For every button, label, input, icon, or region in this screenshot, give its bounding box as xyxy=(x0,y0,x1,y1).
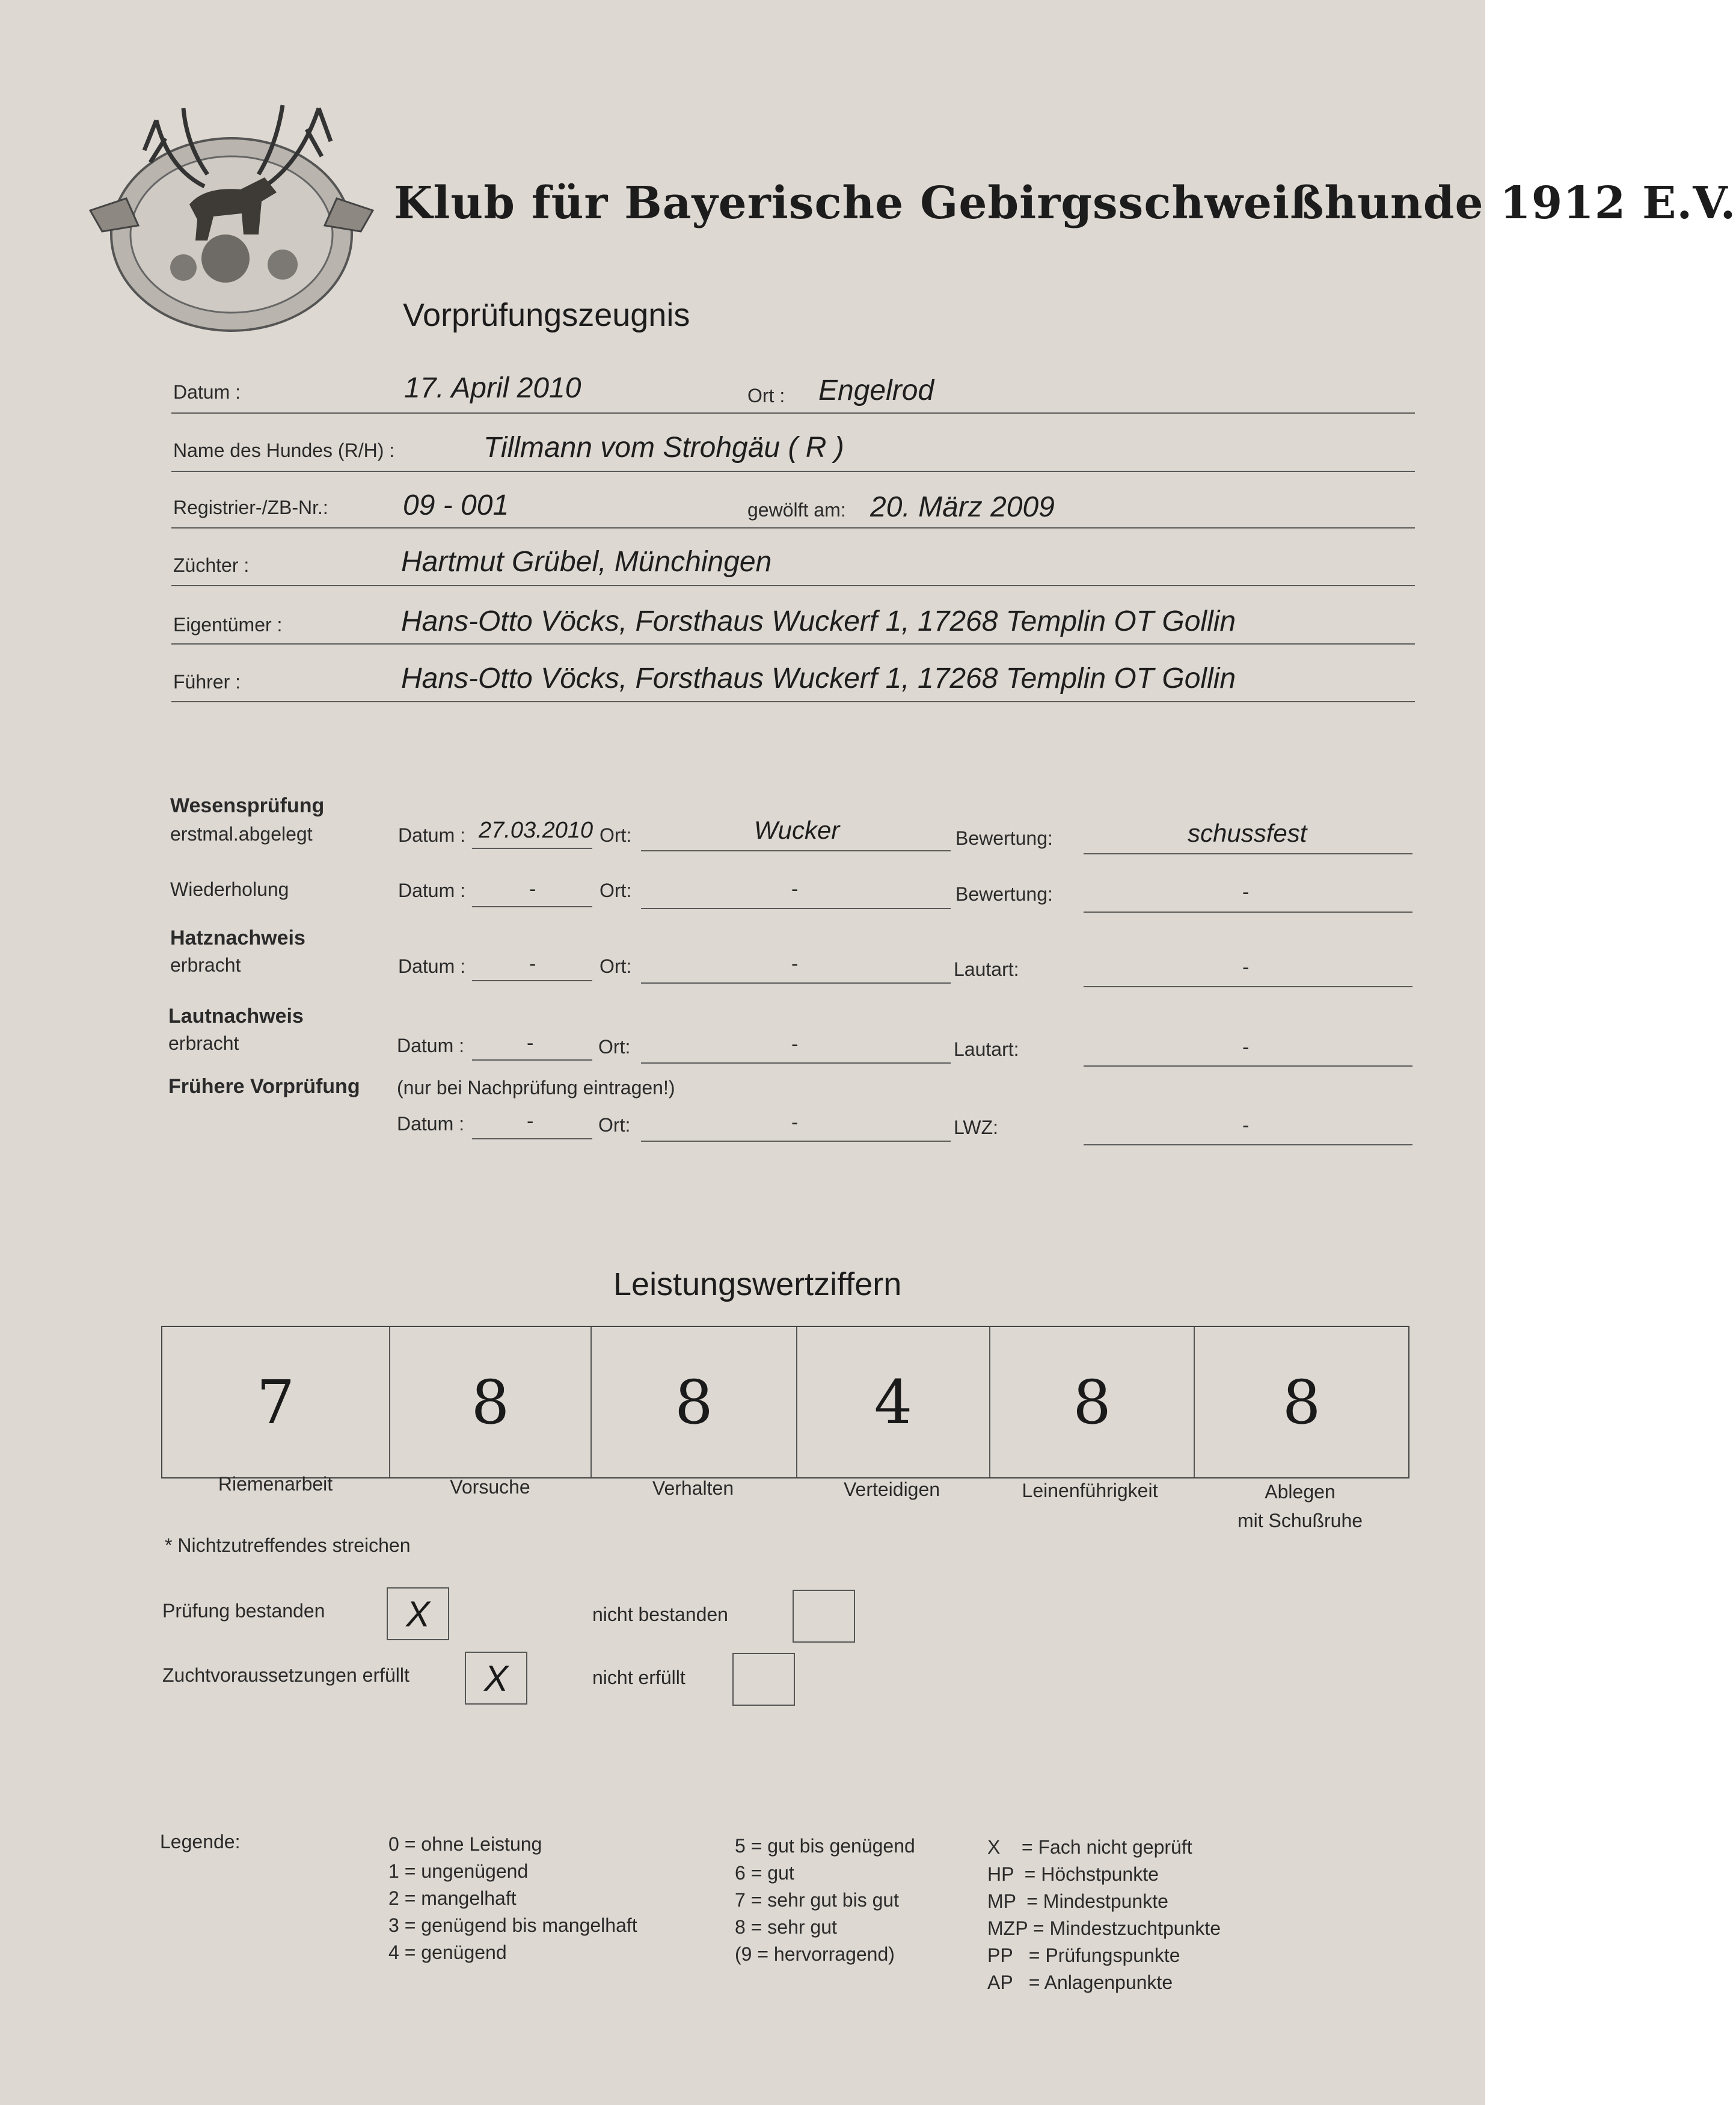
legend-item: X = Fach nicht geprüft xyxy=(987,1836,1192,1858)
legend-item: MP = Mindestpunkte xyxy=(987,1890,1168,1912)
frueher-lwz-line xyxy=(1084,1144,1412,1145)
hatz-datum-label: Datum : xyxy=(398,955,466,977)
datum-value: 17. April 2010 xyxy=(404,372,581,404)
hatz-datum-value: - xyxy=(529,952,536,975)
laut-lautart-line xyxy=(1084,1065,1412,1067)
wesen-bewertung-label: Bewertung: xyxy=(955,827,1053,849)
document-title: Vorprüfungszeugnis xyxy=(403,297,690,333)
legend-item: AP = Anlagenpunkte xyxy=(987,1972,1173,1993)
score-riemenarbeit: 7 xyxy=(162,1327,390,1477)
score-vorsuche: 8 xyxy=(390,1327,592,1477)
caption-ablegen-line1: Ablegen xyxy=(1265,1481,1336,1503)
hatz-ort-value: - xyxy=(791,952,799,975)
caption-verhalten: Verhalten xyxy=(652,1477,734,1499)
reg-label: Registrier-/ZB-Nr.: xyxy=(173,497,328,518)
hatz-lautart-label: Lautart: xyxy=(954,958,1019,980)
hatz-title: Hatznachweis xyxy=(170,927,305,949)
legend-item: 8 = sehr gut xyxy=(735,1916,837,1938)
laut-subtitle: erbracht xyxy=(168,1032,239,1054)
legend-item: MZP = Mindestzuchtpunkte xyxy=(987,1917,1221,1939)
legend-item: 7 = sehr gut bis gut xyxy=(735,1889,900,1911)
legend-item: 3 = genügend bis mangelhaft xyxy=(388,1914,637,1936)
frueher-lwz-value: - xyxy=(1242,1114,1250,1137)
legend-item: (9 = hervorragend) xyxy=(735,1943,895,1965)
strike-note: * Nichtzutreffendes streichen xyxy=(165,1534,411,1556)
datum-label: Datum : xyxy=(173,381,241,403)
ort-label: Ort : xyxy=(747,385,785,406)
laut-lautart-value: - xyxy=(1242,1036,1250,1059)
legend-item: 5 = gut bis genügend xyxy=(735,1835,915,1857)
wiederholung-datum-line xyxy=(472,906,592,907)
laut-lautart-label: Lautart: xyxy=(954,1038,1019,1060)
eigentuemer-underline xyxy=(171,643,1415,645)
ort-value: Engelrod xyxy=(818,375,934,406)
caption-vorsuche: Vorsuche xyxy=(450,1476,530,1498)
caption-riemenarbeit: Riemenarbeit xyxy=(218,1473,333,1495)
nicht-erfuellt-checkbox[interactable] xyxy=(732,1653,795,1706)
wesen-ort-line xyxy=(641,850,951,851)
scores-title: Leistungswertziffern xyxy=(613,1266,902,1302)
gewoelft-value: 20. März 2009 xyxy=(870,491,1055,523)
wiederholung-ort-label: Ort: xyxy=(600,880,632,901)
wesen-title: Wesensprüfung xyxy=(170,794,325,817)
legend-item: 2 = mangelhaft xyxy=(388,1887,517,1909)
score-verteidigen: 4 xyxy=(797,1327,990,1477)
legend-col3 xyxy=(987,1834,1221,1996)
fuehrer-label: Führer : xyxy=(173,671,241,693)
zuechter-underline xyxy=(171,585,1415,586)
frueher-title: Frühere Vorprüfung xyxy=(168,1075,360,1098)
wesen-ort-value: Wucker xyxy=(754,816,840,844)
frueher-datum-value: - xyxy=(527,1110,534,1133)
wiederholung-bewertung-label: Bewertung: xyxy=(955,883,1053,905)
nicht-bestanden-label: nicht bestanden xyxy=(592,1604,728,1625)
laut-ort-line xyxy=(641,1062,951,1064)
legend-col1 xyxy=(388,1831,637,1966)
bestanden-label: Prüfung bestanden xyxy=(162,1600,325,1622)
club-name: Klub für Bayerische Gebirgsschweißhunde 1912 E.V. xyxy=(394,177,1736,229)
reg-underline xyxy=(171,527,1415,529)
legend-item: 1 = ungenügend xyxy=(388,1860,529,1882)
wiederholung-title: Wiederholung xyxy=(170,878,289,900)
zuechter-value: Hartmut Grübel, Münchingen xyxy=(401,546,772,578)
frueher-ort-label: Ort: xyxy=(598,1114,631,1136)
bestanden-checkbox[interactable]: X xyxy=(387,1587,449,1640)
zucht-label: Zuchtvoraussetzungen erfüllt xyxy=(162,1664,409,1686)
laut-datum-value: - xyxy=(527,1032,534,1055)
legend-item: 6 = gut xyxy=(735,1862,794,1884)
club-emblem-logo xyxy=(84,96,379,337)
hund-label: Name des Hundes (R/H) : xyxy=(173,440,395,461)
hund-underline xyxy=(171,471,1415,472)
fuehrer-underline xyxy=(171,701,1415,702)
legend-item: PP = Prüfungspunkte xyxy=(987,1944,1180,1966)
frueher-ort-line xyxy=(641,1141,951,1142)
wiederholung-datum-label: Datum : xyxy=(398,880,466,901)
laut-datum-line xyxy=(472,1059,592,1061)
zucht-checkbox[interactable]: X xyxy=(465,1652,527,1705)
wesen-bewertung-value: schussfest xyxy=(1188,819,1307,847)
wesen-datum-value: 27.03.2010 xyxy=(479,818,593,843)
legend-label: Legende: xyxy=(160,1831,241,1852)
nicht-erfuellt-label: nicht erfüllt xyxy=(592,1667,686,1688)
zuechter-label: Züchter : xyxy=(173,554,250,576)
hatz-lautart-line xyxy=(1084,986,1412,987)
hatz-ort-label: Ort: xyxy=(600,955,632,977)
wesen-ort-label: Ort: xyxy=(600,824,632,846)
wiederholung-bewertung-line xyxy=(1084,912,1412,913)
score-verhalten: 8 xyxy=(592,1327,797,1477)
hatz-subtitle: erbracht xyxy=(170,954,241,976)
scores-table xyxy=(161,1326,1409,1478)
laut-datum-label: Datum : xyxy=(397,1035,465,1056)
eigentuemer-label: Eigentümer : xyxy=(173,614,283,636)
frueher-lwz-label: LWZ: xyxy=(954,1117,999,1138)
wiederholung-ort-value: - xyxy=(791,878,799,901)
wesen-bewertung-line xyxy=(1084,853,1412,854)
score-ablegen: 8 xyxy=(1282,1367,1321,1438)
laut-ort-value: - xyxy=(791,1033,799,1056)
wiederholung-datum-value: - xyxy=(529,878,536,901)
frueher-datum-label: Datum : xyxy=(397,1113,465,1135)
gewoelft-label: gewölft am: xyxy=(747,499,846,521)
laut-ort-label: Ort: xyxy=(598,1036,631,1058)
datum-underline xyxy=(171,412,1415,414)
legend-item: HP = Höchstpunkte xyxy=(987,1863,1159,1885)
legend-item: 4 = genügend xyxy=(388,1941,507,1963)
frueher-datum-line xyxy=(472,1138,592,1139)
hatz-lautart-value: - xyxy=(1242,956,1250,979)
reg-value: 09 - 001 xyxy=(403,489,509,521)
score-leinenfuehrigkeit: 8 xyxy=(990,1327,1195,1477)
eigentuemer-value: Hans-Otto Vöcks, Forsthaus Wuckerf 1, 17268 Templin OT Gollin xyxy=(401,605,1236,637)
wiederholung-ort-line xyxy=(641,908,951,909)
wesen-subtitle: erstmal.abgelegt xyxy=(170,823,313,845)
caption-verteidigen: Verteidigen xyxy=(843,1478,940,1500)
legend-col2 xyxy=(735,1833,915,1968)
nicht-bestanden-checkbox[interactable] xyxy=(793,1590,855,1643)
frueher-ort-value: - xyxy=(791,1111,799,1134)
hatz-datum-line xyxy=(472,980,592,981)
legend-item: 0 = ohne Leistung xyxy=(388,1833,542,1855)
hund-value: Tillmann vom Strohgäu ( R ) xyxy=(483,432,844,464)
fuehrer-value: Hans-Otto Vöcks, Forsthaus Wuckerf 1, 17268 Templin OT Gollin xyxy=(401,663,1236,694)
caption-ablegen-line2: mit Schußruhe xyxy=(1237,1510,1363,1531)
laut-title: Lautnachweis xyxy=(168,1005,304,1028)
hatz-ort-line xyxy=(641,982,951,984)
wesen-datum-line xyxy=(472,848,592,849)
caption-leinenfuehrigkeit: Leinenführigkeit xyxy=(1022,1480,1158,1501)
wesen-datum-label: Datum : xyxy=(398,824,466,846)
frueher-note: (nur bei Nachprüfung eintragen!) xyxy=(397,1077,675,1098)
wiederholung-bewertung-value: - xyxy=(1242,881,1250,904)
